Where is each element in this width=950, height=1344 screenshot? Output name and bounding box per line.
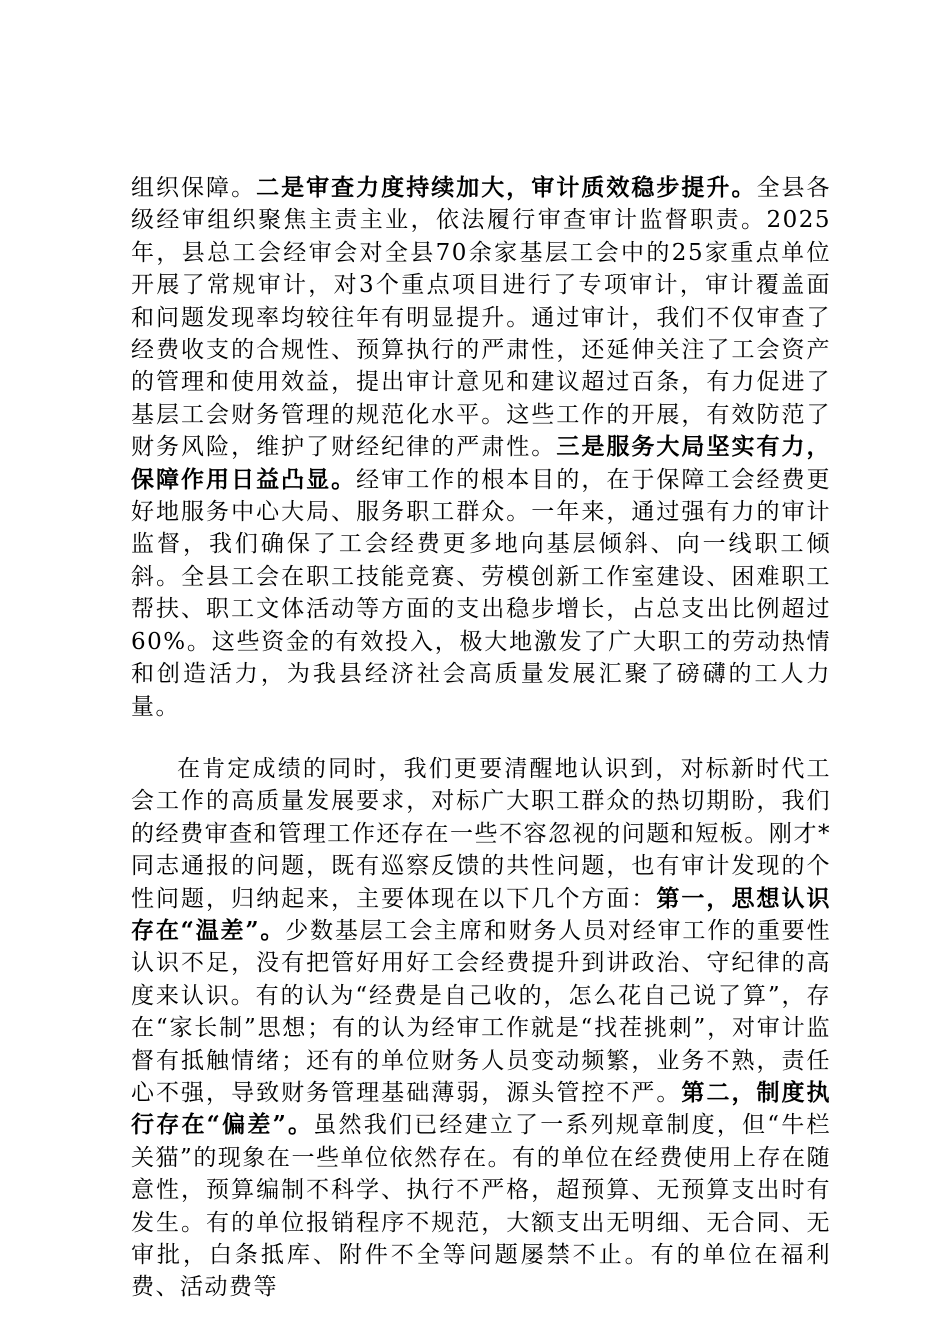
bold-heading-first: 第一，思想认识存在“温差”。 — [131, 884, 832, 944]
bold-heading-second: 第二，制度执行存在“偏差”。 — [131, 1078, 832, 1139]
paragraph-spacer — [131, 723, 831, 753]
bold-heading-two: 二是审查力度持续加大，审计质效稳步提升。 — [256, 174, 757, 201]
bold-heading-three: 三是服务大局坚实有力，保障作用日益凸显。 — [131, 433, 832, 493]
text-run: 经审工作的根本目的，在于保障工会经费更好地服务中心大局、服务职工群众。一年来，通过强有力的审计监督，我们确保了工会经费更多地向基层倾斜、向一线职工倾斜。全县工会在职工技能竞赛、劳模创新工作室建设、困难职工帮扶、职工文体活动等方面的支出稳步增长，占总支出比例超过60%。这些资金的有效投入，极大地激发了广大职工的劳动热情和创造活力，为我县经济社会高质量发展汇聚了磅礴的工人力量。 — [131, 466, 832, 720]
text-run: 全县各级经审组织聚焦主责主业，依法履行审查审计监督职责。2025年，县总工会经审会对全县70余家基层工会中的25家重点单位开展了常规审计，对3个重点项目进行了专项审计，审计覆盖面和问题发现率均较往年有明显提升。通过审计，我们不仅审查了经费收支的合规性、预算执行的严肃性，还延伸关注了工会资产的管理和使用效益，提出审计意见和建议超过百条，有力促进了基层工会财务管理的规范化水平。这些工作的开展，有效防范了财务风险，维护了财经纪律的严肃性。 — [131, 175, 832, 461]
paragraph-audit-achievements — [131, 172, 831, 723]
text-run: 少数基层工会主席和财务人员对经审工作的重要性认识不足，没有把管好用好工会经费提升到讲政治、守纪律的高度来认识。有的认为“经费是自己收的，怎么花自己说了算”，存在“家长制”思想；有的认为经审工作就是“找茬挑刺”，对审计监督有抵触情绪；还有的单位财务人员变动频繁，业务不熟，责任心不强，导致财务管理基础薄弱，源头管控不严。 — [131, 917, 831, 1106]
text-run: 虽然我们已经建立了一系列规章制度，但“牛栏关猫”的现象在一些单位依然存在。有的单位在经费使用上存在随意性，预算编制不科学、执行不严格，超预算、无预算支出时有发生。有的单位报销程序不规范，大额支出无明细、无合同、无审批，白条抵库、附件不全等问题屡禁不止。有的单位在福利费、活动费等 — [131, 1112, 831, 1301]
document-page — [131, 172, 831, 1304]
text-run: 在肯定成绩的同时，我们更要清醒地认识到，对标新时代工会工作的高质量发展要求，对标广大职工群众的热切期盼，我们的经费审查和管理工作还存在一些不容忽视的问题和短板。刚才*同志通报的问题，既有巡察反馈的共性问题，也有审计发现的个性问题，归纳起来，主要体现在以下几个方面： — [131, 755, 831, 912]
text-run: 组织保障。 — [131, 175, 257, 201]
paragraph-problems — [131, 753, 831, 1304]
